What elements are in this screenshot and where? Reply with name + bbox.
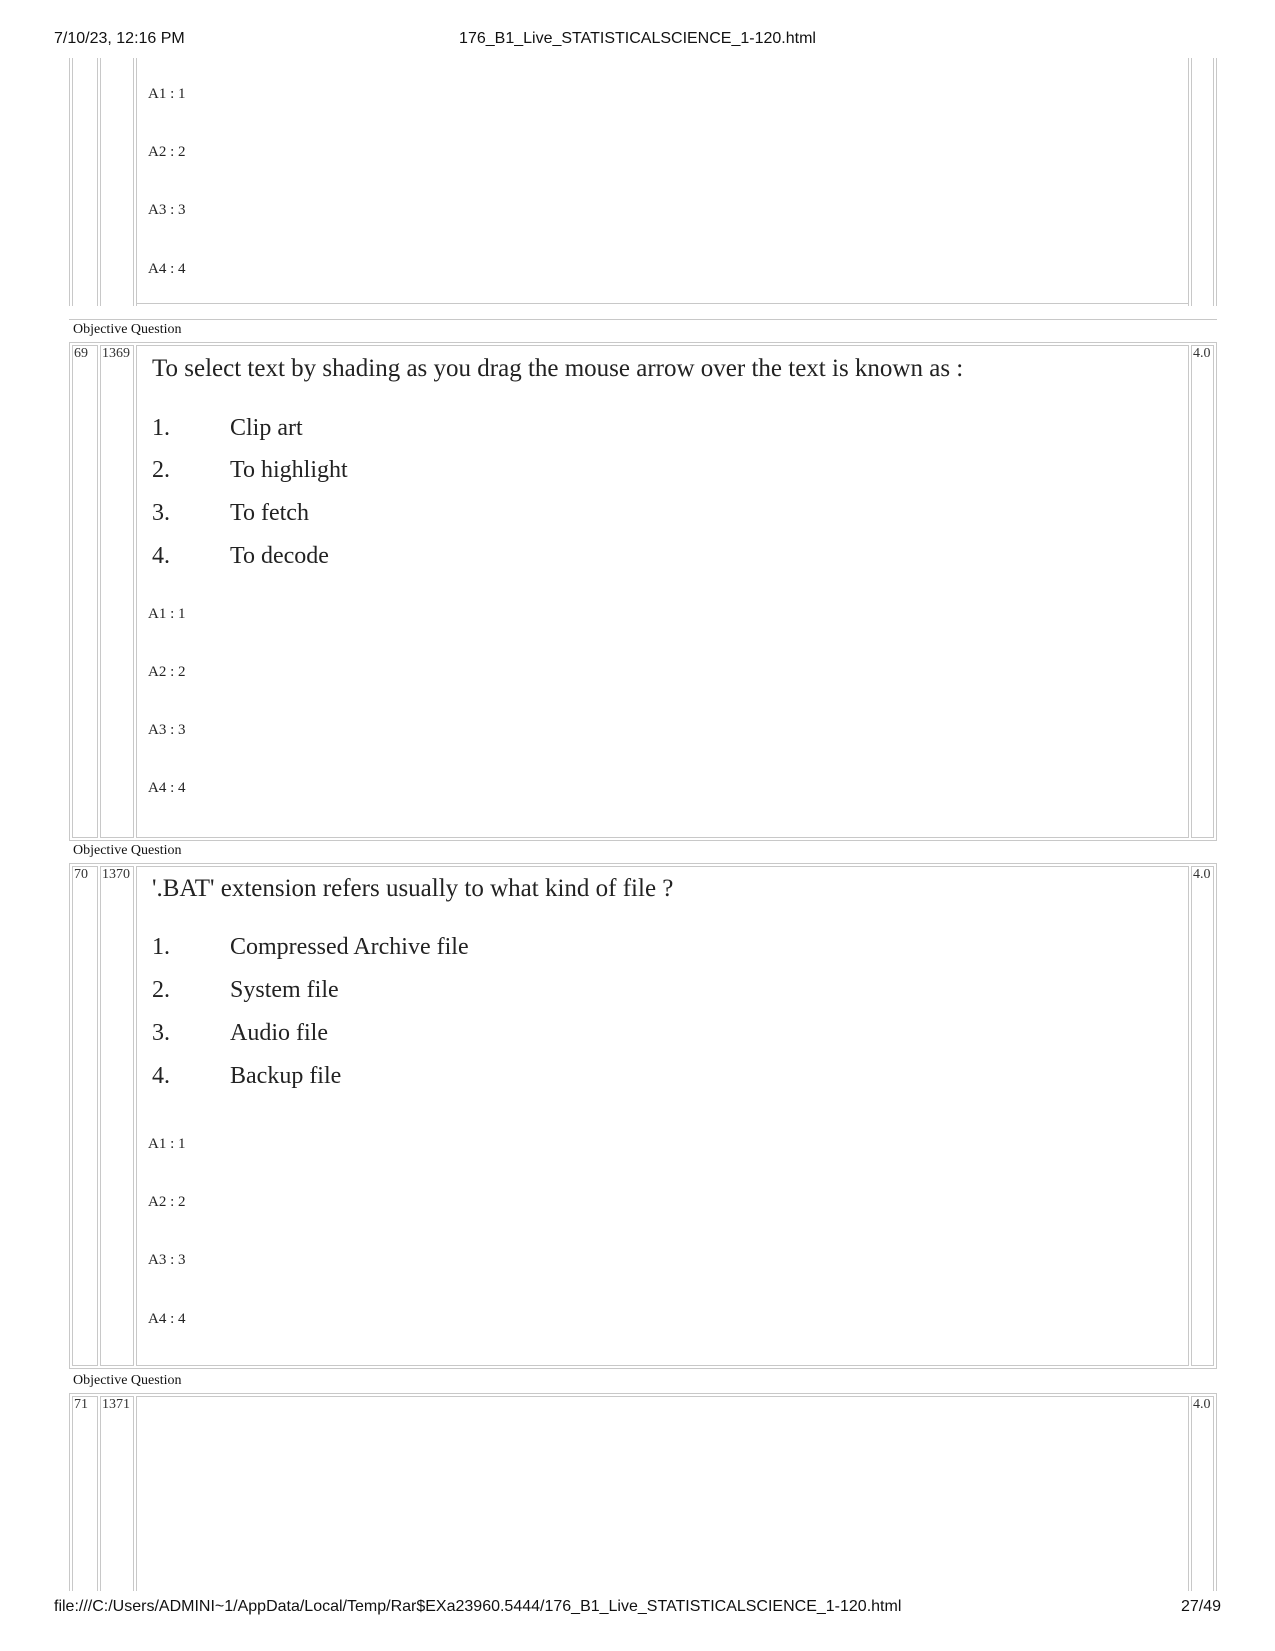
print-header (54, 30, 1221, 52)
answer-key-a3: A3 : 3 (148, 722, 186, 738)
option-number: 3. (152, 500, 170, 526)
option-number: 2. (152, 977, 170, 1003)
option-text: To highlight (230, 457, 348, 483)
question-type-label: Objective Question (73, 1373, 182, 1388)
option-number: 2. (152, 457, 170, 483)
option-number: 1. (152, 415, 170, 441)
question-id: 1369 (102, 346, 130, 361)
answer-key-a1: A1 : 1 (148, 86, 186, 102)
print-datetime: 7/10/23, 12:16 PM (54, 30, 185, 47)
question-marks: 4.0 (1193, 1397, 1211, 1412)
answer-key-a3: A3 : 3 (148, 202, 186, 218)
option-text: Backup file (230, 1063, 342, 1089)
answer-key-a4: A4 : 4 (148, 1311, 186, 1327)
answer-key-a1: A1 : 1 (148, 1136, 186, 1152)
serial-number-cell (72, 345, 98, 838)
option-text: Clip art (230, 415, 303, 441)
question-text: '.BAT' extension refers usually to what kind of file ? (152, 875, 674, 902)
answer-key-a2: A2 : 2 (148, 1194, 186, 1210)
answer-key-a4: A4 : 4 (148, 780, 186, 796)
serial-number: 69 (74, 346, 88, 361)
question-id-cell (100, 866, 134, 1366)
option-number: 3. (152, 1020, 170, 1046)
answer-key-a4: A4 : 4 (148, 261, 186, 277)
print-file-path: file:///C:/Users/ADMINI~1/AppData/Local/Temp/Rar$EXa23960.5444/176_B1_Live_STATISTICALSCIENCE_1-120.html (54, 1598, 902, 1615)
marks-cell (1191, 345, 1214, 838)
option-number: 4. (152, 543, 170, 569)
option-text: Audio file (230, 1020, 328, 1046)
serial-number: 70 (74, 867, 88, 882)
marks-cell (1191, 866, 1214, 1366)
question-marks: 4.0 (1193, 346, 1211, 361)
serial-number-cell (72, 866, 98, 1366)
serial-number: 71 (74, 1397, 88, 1412)
question-id-cell (100, 345, 134, 838)
question-type-label: Objective Question (73, 322, 182, 337)
answer-key-a2: A2 : 2 (148, 664, 186, 680)
option-number: 1. (152, 934, 170, 960)
question-text: To select text by shading as you drag the mouse arrow over the text is known as : (152, 355, 964, 382)
question-type-label: Objective Question (73, 843, 182, 858)
option-text: To decode (230, 543, 329, 569)
option-text: Compressed Archive file (230, 934, 469, 960)
option-number: 4. (152, 1063, 170, 1089)
option-text: System file (230, 977, 339, 1003)
question-marks: 4.0 (1193, 867, 1211, 882)
answer-key-a2: A2 : 2 (148, 144, 186, 160)
question-id: 1371 (102, 1397, 130, 1412)
print-doc-title: 176_B1_Live_STATISTICALSCIENCE_1-120.html (459, 30, 816, 47)
option-text: To fetch (230, 500, 309, 526)
question-id: 1370 (102, 867, 130, 882)
print-footer (54, 1598, 1221, 1620)
answer-key-a1: A1 : 1 (148, 606, 186, 622)
answer-key-a3: A3 : 3 (148, 1252, 186, 1268)
print-page-number: 27/49 (1180, 1598, 1221, 1615)
